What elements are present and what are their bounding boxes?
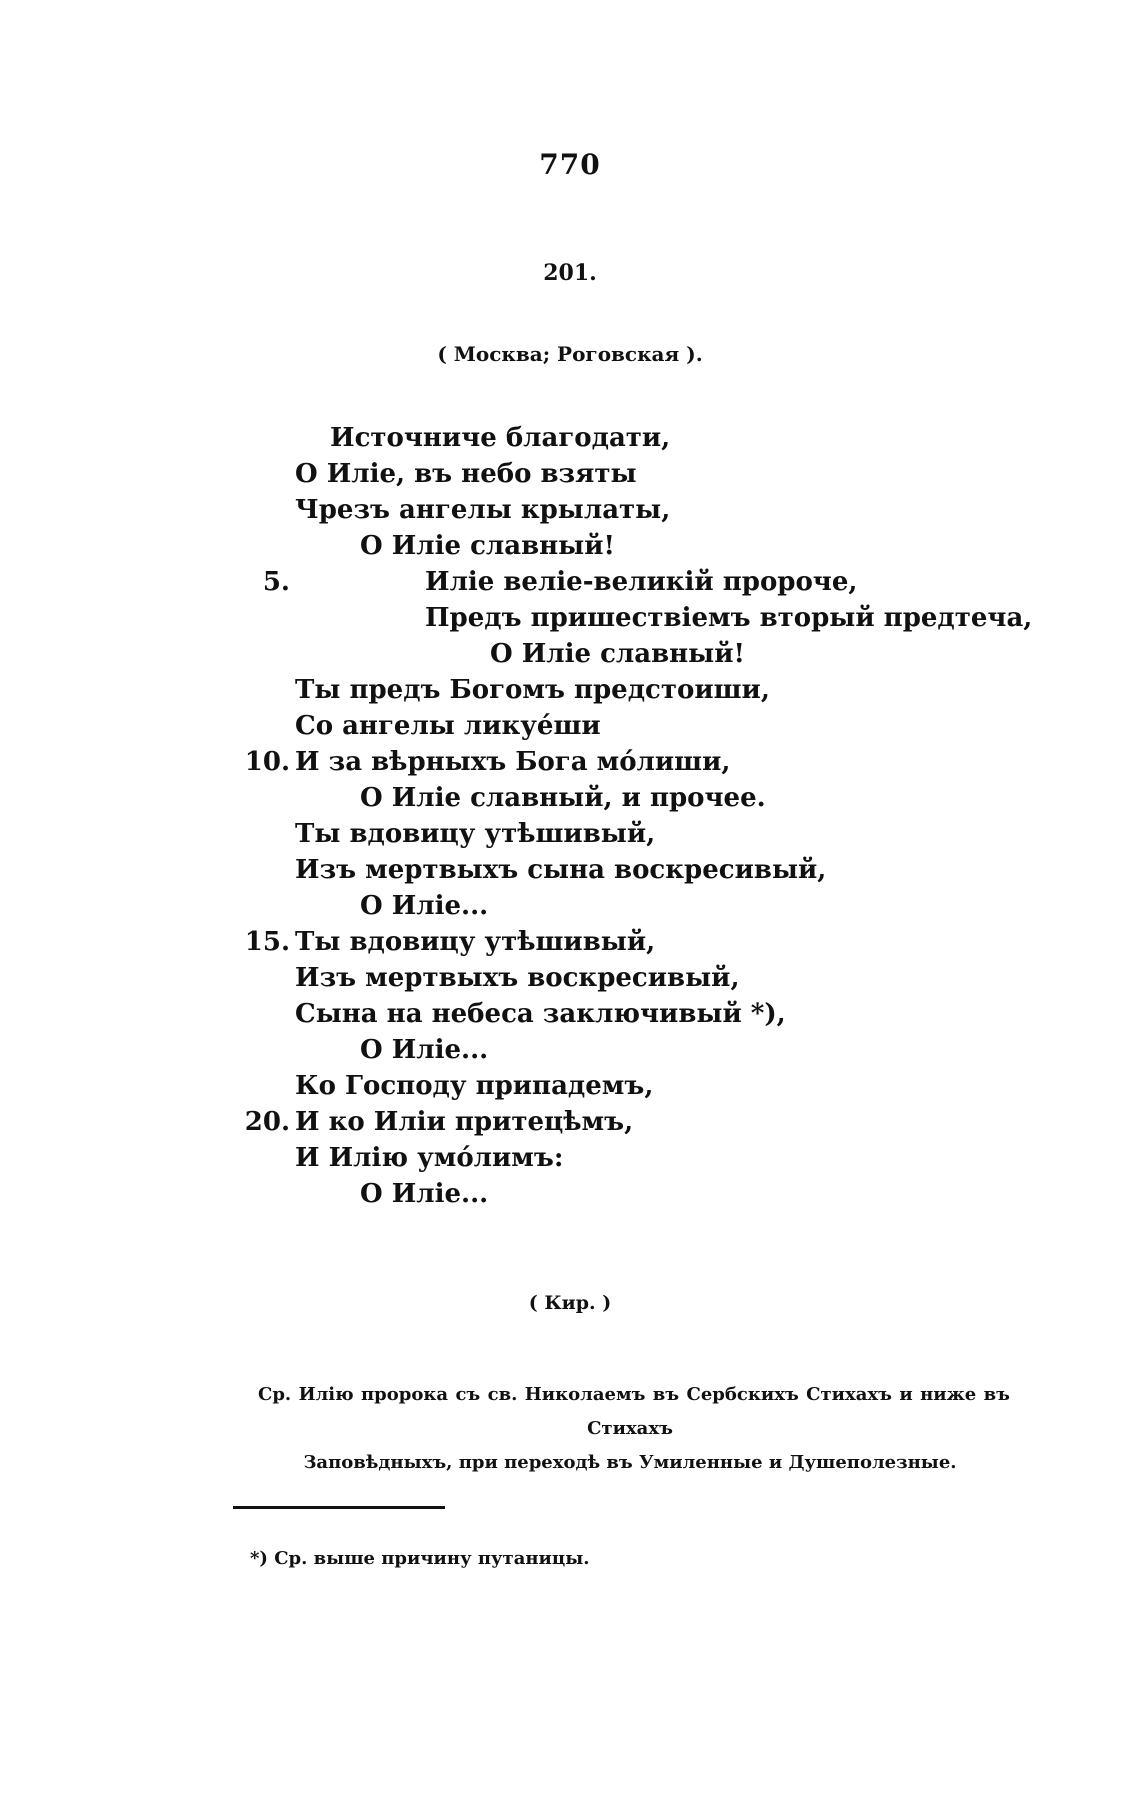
verse-line <box>0 636 1140 672</box>
verse-line <box>0 780 1140 816</box>
page-number: 770 <box>539 148 601 181</box>
verse-line <box>0 492 1140 528</box>
verse-line-text: О Иліе славный, и прочее. <box>360 783 766 813</box>
verse-line <box>0 1176 1140 1212</box>
verse-line <box>0 744 1140 780</box>
verse-line <box>0 672 1140 708</box>
verse-line <box>0 708 1140 744</box>
line-number: 15. <box>244 927 290 957</box>
verse-line-text: Чрезъ ангелы крылаты, <box>295 495 671 525</box>
editorial-note <box>250 1378 1010 1480</box>
attribution: ( Кир. ) <box>528 1292 612 1314</box>
verse-line-text: О Иліе... <box>360 1179 489 1209</box>
verse-line-text: О Иліе... <box>360 1035 489 1065</box>
line-number: 10. <box>244 747 290 777</box>
verse-line <box>0 852 1140 888</box>
verse-line-text: Сына на небеса заключивый *), <box>295 999 786 1029</box>
editorial-note-line: Заповѣдныхъ, при переходѣ въ Умиленные и Душеполезные. <box>303 1452 957 1473</box>
verse-line-text: Предъ пришествіемъ вторый предтеча, <box>425 603 1033 633</box>
verse-line <box>0 1032 1140 1068</box>
source-location: ( Москва; Роговская ). <box>437 342 703 366</box>
verse-line <box>0 924 1140 960</box>
verse-line <box>0 960 1140 996</box>
verse-line <box>0 888 1140 924</box>
verse-line <box>0 564 1140 600</box>
editorial-note-line: Ср. Илію пророка съ св. Николаемъ въ Сербскихъ Стихахъ и ниже въ Стихахъ <box>258 1384 1010 1439</box>
verse-line-text: Со ангелы ликуéши <box>295 711 601 741</box>
line-number: 20. <box>244 1107 290 1137</box>
verse-line <box>0 996 1140 1032</box>
verse-block <box>0 420 1140 1212</box>
verse-line <box>0 816 1140 852</box>
verse-line-text: И Илію умóлимъ: <box>295 1143 564 1173</box>
verse-line-text: Ты предъ Богомъ предстоиши, <box>295 675 770 705</box>
verse-line <box>0 1068 1140 1104</box>
verse-line <box>0 420 1140 456</box>
verse-line-text: Источниче благодати, <box>330 423 671 453</box>
verse-line-text: Изъ мертвыхъ воскресивый, <box>295 963 740 993</box>
verse-line-text: Ты вдовицу утѣшивый, <box>295 819 656 849</box>
poem-number: 201. <box>543 260 597 286</box>
verse-line <box>0 528 1140 564</box>
verse-line-text: Ты вдовицу утѣшивый, <box>295 927 656 957</box>
verse-line-text: Иліе веліе-великій пророче, <box>425 567 858 597</box>
verse-line <box>0 1104 1140 1140</box>
verse-line-text: О Иліе, въ небо взяты <box>295 459 637 489</box>
verse-line-text: О Иліе славный! <box>490 639 745 669</box>
line-number: 5. <box>262 567 290 597</box>
verse-line-text: О Иліе славный! <box>360 531 615 561</box>
verse-line-text: И ко Иліи притецѣмъ, <box>295 1107 634 1137</box>
verse-line-text: Ко Господу припадемъ, <box>295 1071 654 1101</box>
verse-line <box>0 456 1140 492</box>
verse-line <box>0 600 1140 636</box>
footnote-rule <box>233 1506 445 1509</box>
footnote: *) Ср. выше причину путаницы. <box>250 1548 590 1569</box>
verse-line-text: И за вѣрныхъ Бога мóлиши, <box>295 747 731 777</box>
verse-line-text: О Иліе... <box>360 891 489 921</box>
verse-line <box>0 1140 1140 1176</box>
verse-line-text: Изъ мертвыхъ сына воскресивый, <box>295 855 827 885</box>
